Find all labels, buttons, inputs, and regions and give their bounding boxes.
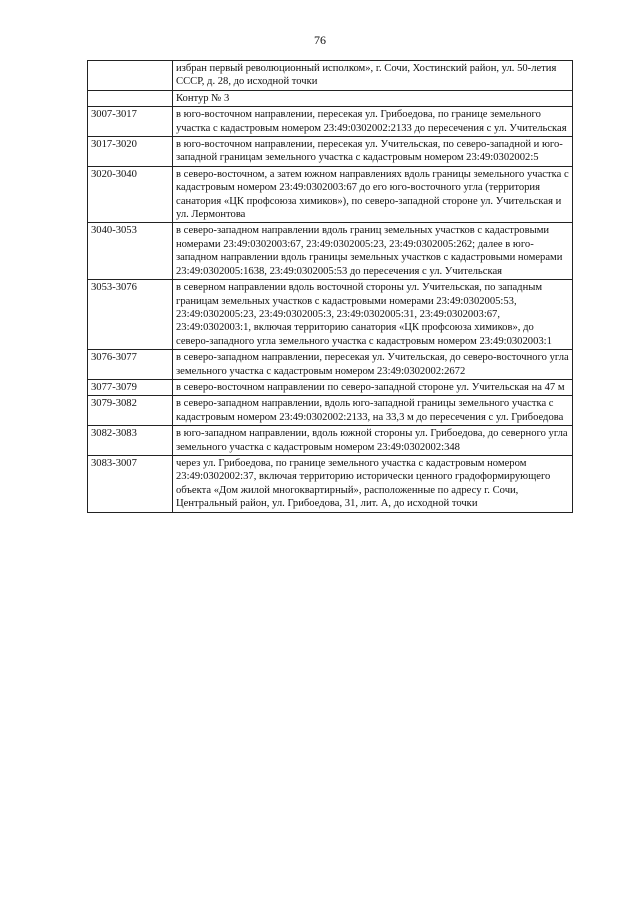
description-cell: в юго-восточном направлении, пересекая ул. Учительская, по северо-западной и юго-западной границам земельного участка с кадастровым номером 23:49:0302002:5: [173, 137, 573, 167]
description-cell: избран первый революционный исполком», г. Сочи, Хостинский район, ул. 50-летия СССР, д. 28, до исходной точки: [173, 61, 573, 91]
description-cell: в северо-западном направлении, пересекая ул. Учительская, до северо-восточного угла земельного участка с кадастровым номером 23:49:0302002:2672: [173, 350, 573, 380]
table-row: [88, 61, 573, 91]
description-cell: в северо-восточном, а затем южном направлениях вдоль границы земельного участка с кадастровым номером 23:49:0302003:67 до его юго-восточного угла (территория санатория «ЦК профсоюза химиков»), по северо-западной стороне ул. Учительская и ул. Лермонтова: [173, 166, 573, 223]
contour-heading: Контур № 3: [173, 90, 573, 106]
table-row: [88, 107, 573, 137]
table-row: [88, 223, 573, 280]
description-cell: в юго-западном направлении, вдоль южной стороны ул. Грибоедова, до северного угла земельного участка с кадастровым номером 23:49:0302002:348: [173, 426, 573, 456]
table-row: [88, 166, 573, 223]
description-cell: в северо-западном направлении, вдоль юго-западной границы земельного участка с кадастровым номером 23:49:0302002:2133, на 33,3 м до пересечения с ул. Грибоедова: [173, 396, 573, 426]
points-cell: 3077-3079: [88, 379, 173, 395]
table-row: [88, 137, 573, 167]
points-cell: 3079-3082: [88, 396, 173, 426]
points-cell: 3053-3076: [88, 280, 173, 350]
points-cell: [88, 90, 173, 106]
description-cell: в северном направлении вдоль восточной стороны ул. Учительская, по западным границам земельных участков с кадастровыми номерами 23:49:0302005:53, 23:49:0302005:23, 23:49:0302005:3, 23:49:0302005:31, 23:49:0302003:67, 23:49:0302003:1, включая территорию санатория «ЦК профсоюза химиков», до северо-западного угла земельного участка с кадастровым номером 23:49:0302003:1: [173, 280, 573, 350]
points-cell: [88, 61, 173, 91]
table-row: [88, 426, 573, 456]
table-row: [88, 280, 573, 350]
contour-heading-row: [88, 90, 573, 106]
points-cell: 3040-3053: [88, 223, 173, 280]
description-cell: в северо-восточном направлении по северо-западной стороне ул. Учительская на 47 м: [173, 379, 573, 395]
table-row: [88, 379, 573, 395]
page-number: 76: [314, 33, 326, 47]
description-cell: через ул. Грибоедова, по границе земельного участка с кадастровым номером 23:49:0302002:37, включая территорию исторически ценного градоформирующего объекта «Дом жилой многоквартирный», расположенные по адресу г. Сочи, Центральный район, ул. Грибоедова, 31, лит. А, до исходной точки: [173, 455, 573, 512]
points-cell: 3007-3017: [88, 107, 173, 137]
table-row: [88, 350, 573, 380]
points-cell: 3076-3077: [88, 350, 173, 380]
points-cell: 3020-3040: [88, 166, 173, 223]
description-cell: в северо-западном направлении вдоль границ земельных участков с кадастровыми номерами 23:49:0302003:67, 23:49:0302005:23, 23:49:0302005:262; далее в юго-западном направлении вдоль границы земельных участков с кадастровыми номерами 23:49:0302005:1638, 23:49:0302005:53 до пересечения с ул. Учительская: [173, 223, 573, 280]
table-row: [88, 396, 573, 426]
points-cell: 3082-3083: [88, 426, 173, 456]
points-cell: 3017-3020: [88, 137, 173, 167]
boundary-description-table: [87, 60, 573, 513]
table-row: [88, 455, 573, 512]
points-cell: 3083-3007: [88, 455, 173, 512]
description-cell: в юго-восточном направлении, пересекая ул. Грибоедова, по границе земельного участка с кадастровым номером 23:49:0302002:2133 до пересечения с ул. Учительская: [173, 107, 573, 137]
